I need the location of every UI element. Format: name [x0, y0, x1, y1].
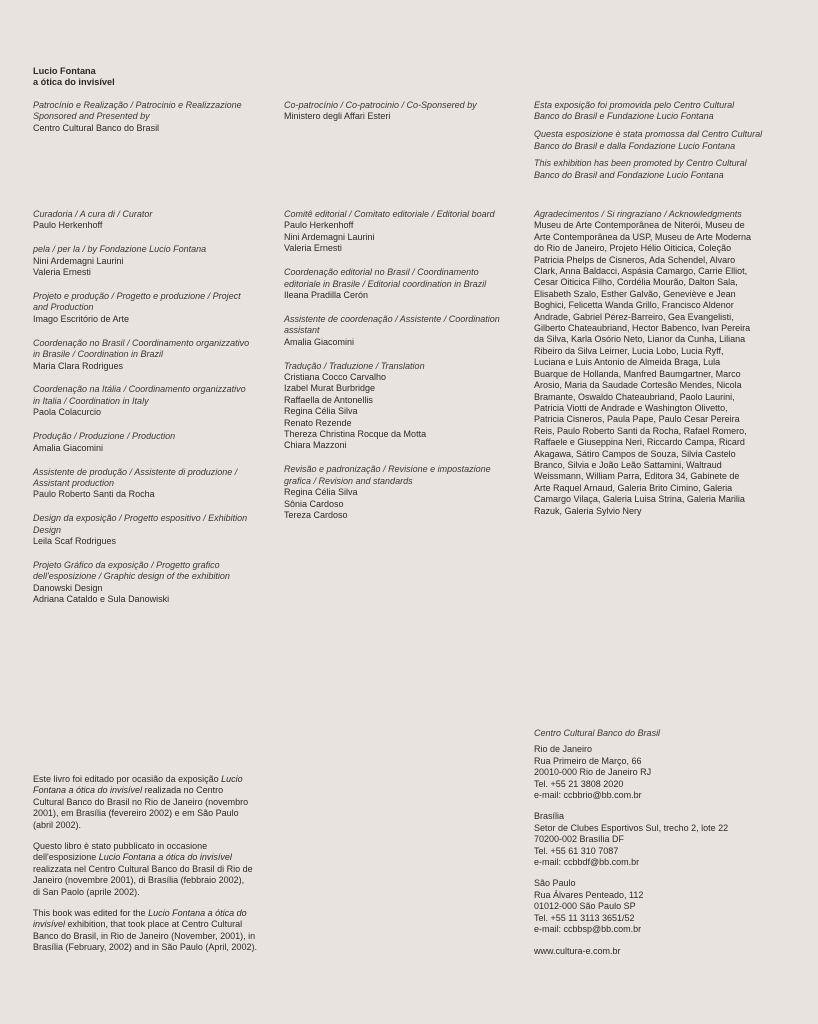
editorial-person-name: Raffaella de Antonellis	[284, 394, 373, 405]
acknowledgment-line: Cesar Oiticica Filho, Cordélia Mourão, Dalton Sala,	[534, 277, 738, 288]
promotion-en-line-2: Banco do Brasil and Fondazione Lucio Fontana	[534, 169, 724, 180]
editorial-section	[284, 209, 520, 255]
credit-section	[33, 467, 268, 501]
credit-section	[33, 244, 268, 278]
promotion-en-line-1: This exhibition has been promoted by Centro Cultural	[534, 158, 747, 169]
credit-role-label: Coordenação no Brasil / Coordinamento organizzativo	[33, 337, 250, 348]
credit-role-label: Design	[33, 524, 62, 535]
ccbb-office	[534, 878, 774, 935]
colophon-line	[33, 908, 268, 919]
colophon-line	[33, 942, 268, 953]
credits-column-1	[33, 209, 268, 618]
acknowledgment-line: Akagawa, Sátiro Campos de Souza, Silvia Castelo	[534, 448, 736, 459]
office-line: 70200-002 Brasília DF	[534, 834, 625, 845]
colophon-line	[33, 887, 268, 898]
colophon-line	[33, 797, 268, 808]
colophon	[33, 774, 268, 964]
office-line: Tel. +55 21 3808 2020	[534, 778, 624, 789]
colophon-title-italic: invisível	[33, 919, 66, 930]
credit-section	[33, 384, 268, 418]
colophon-text: Brasília (February, 2002) and in São Paulo (April, 2002).	[33, 942, 257, 953]
editorial-role-label: grafica / Revision and standards	[284, 475, 413, 486]
colophon-it	[33, 841, 268, 898]
office-line: 01012-000 São Paulo SP	[534, 901, 636, 912]
credit-person-name: Amalia Giacomini	[33, 442, 104, 453]
colophon-text: 2001), em Brasília (fevereiro 2002) e em São Paulo	[33, 808, 239, 819]
colophon-text: Banco do Brasil, in Rio de Janeiro (November, 2001), in	[33, 930, 256, 941]
acknowledgments-label: Agradecimentos / Si ringraziano / Acknowledgments	[534, 209, 742, 219]
credit-role-label: in Italia / Coordination in Italy	[33, 395, 149, 406]
credit-section	[33, 291, 268, 325]
credit-role-label: Coordenação na Itália / Coordinamento organizzativo	[33, 384, 246, 395]
acknowledgment-line: Patricia Phelps de Cisneros, Ada Schendel, Alvaro	[534, 254, 736, 265]
credit-section	[33, 338, 268, 372]
promotion-block	[534, 100, 774, 193]
credit-person-name: Leila Scaf Rodrigues	[33, 536, 117, 547]
credit-person-name: Paulo Herkenhoff	[33, 220, 103, 231]
colophon-pt	[33, 774, 268, 831]
editorial-person-name: Ileana Pradilla Cerón	[284, 289, 369, 300]
credit-role-label: Projeto Gráfico da exposição / Progetto grafico	[33, 559, 220, 570]
promotion-pt	[534, 100, 774, 123]
colophon-text: Cultural Banco do Brasil no Rio de Janeiro (novembro	[33, 796, 249, 807]
colophon-title-italic: Lucio Fontana a ótica do invisível	[98, 852, 232, 863]
editorial-role-label: Revisão e padronização / Revisione e impostazione	[284, 464, 491, 475]
colophon-title-italic: Fontana a ótica do invisível	[33, 785, 143, 796]
promotion-it-line-2: Banco do Brasil e dalla Fondazione Lucio Fontana	[534, 140, 736, 151]
editorial-person-name: Nini Ardemagni Laurini	[284, 231, 375, 242]
credit-section	[33, 513, 268, 547]
ccbb-office	[534, 744, 774, 801]
credit-person-name: Imago Escritório de Arte	[33, 313, 130, 324]
acknowledgment-line: Patricia Viotti de Andrade e Washington Olivetto,	[534, 402, 728, 413]
acknowledgment-line: Camargo Vilaça, Galeria Luisa Strina, Galeria Marilia	[534, 494, 745, 505]
acknowledgment-line: Andrade, Gabriel Pérez-Barreiro, Gea Evangelisti,	[534, 311, 734, 322]
acknowledgment-line: Arosio, Maria da Saudade Cortesão Mendes, Nicola	[534, 380, 742, 391]
colophon-line	[33, 919, 268, 930]
office-city: Rio de Janeiro	[534, 744, 593, 755]
colophon-line	[33, 931, 268, 942]
acknowledgments-text	[534, 220, 774, 517]
colophon-text: Questo libro è stato pubblicato in occasione	[33, 841, 208, 852]
credit-role-label: Projeto e produção / Progetto e produzione / Project	[33, 291, 241, 302]
office-line: Tel. +55 61 310 7087	[534, 845, 619, 856]
website-link[interactable]: www.cultura-e.com.br	[534, 945, 621, 956]
acknowledgment-line: Luciana e Luis Antonio de Almeida Braga, Lula	[534, 357, 721, 368]
office-line: Rua Álvares Penteado, 112	[534, 889, 644, 900]
editorial-role-label: assistant	[284, 325, 320, 336]
promotion-pt-line-1: Esta exposição foi promovida pelo Centro Cultural	[534, 100, 735, 110]
colophon-text: realizada no Centro	[142, 785, 224, 796]
colophon-line	[33, 774, 268, 785]
editorial-person-name: Paulo Herkenhoff	[284, 220, 354, 231]
acknowledgment-line: Gilberto Chateaubriand, Hector Babenco, Ivan Pereira	[534, 323, 751, 334]
promotion-it	[534, 129, 774, 152]
colophon-line	[33, 875, 268, 886]
colophon-line	[33, 852, 268, 863]
office-email[interactable]: e-mail: ccbbdf@bb.com.br	[534, 857, 640, 868]
office-city: Brasília	[534, 811, 565, 822]
credit-person-name: Paulo Roberto Santi da Rocha	[33, 489, 155, 500]
editorial-person-name: Thereza Christina Rocque da Motta	[284, 429, 427, 439]
credit-role-label: Produção / Produzione / Production	[33, 431, 176, 442]
credit-role-label: Curadoria / A cura di / Curator	[33, 209, 153, 219]
editorial-person-name: Sônia Cardoso	[284, 498, 344, 509]
acknowledgment-line: Razuk, Galeria Sylvio Nery	[534, 505, 642, 516]
editorial-person-name: Renato Rezende	[284, 417, 352, 428]
credits-column-2	[284, 209, 520, 534]
ccbb-contacts	[534, 728, 774, 957]
acknowledgment-line: do Rio de Janeiro, Projeto Hélio Oiticica, Coleção	[534, 243, 732, 254]
acknowledgment-line: Ribeiro da Silva Leirner, Lucia Lobo, Lucia Ryff,	[534, 345, 724, 356]
credit-role-label: Design da exposição / Progetto espositivo / Exhibition	[33, 513, 248, 524]
credit-person-name: Valeria Ernesti	[33, 267, 91, 278]
colophon-en	[33, 908, 268, 954]
acknowledgment-line: Reis, Paulo Roberto Santi da Rocha, Rafael Romero,	[534, 425, 747, 436]
colophon-line	[33, 864, 268, 875]
credit-role-label: dell'esposizione / Graphic design of the exhibition	[33, 571, 230, 582]
office-line: 20010-000 Rio de Janeiro RJ	[534, 767, 652, 778]
editorial-section	[284, 267, 520, 301]
editorial-role-label: editoriale in Brasile / Editorial coordination in Brazil	[284, 278, 487, 289]
colophon-text: This book was edited for the	[33, 908, 149, 919]
office-email[interactable]: e-mail: ccbbsp@bb.com.br	[534, 924, 642, 935]
editorial-person-name: Tereza Cardoso	[284, 509, 348, 520]
colophon-text: di San Paolo (aprile 2002).	[33, 886, 140, 897]
editorial-role-label: Coordenação editorial no Brasil / Coordinamento	[284, 267, 479, 278]
colophon-title-italic: Lucio	[221, 774, 243, 784]
promotion-en	[534, 158, 774, 181]
editorial-role-label: Assistente de coordenação / Assistente / Coordination	[284, 313, 500, 324]
acknowledgment-line: Branco, Silvia e João Leão Sattamini, Waltraud	[534, 459, 722, 470]
editorial-person-name: Valeria Ernesti	[284, 243, 342, 254]
co-sponsor-block	[284, 100, 520, 123]
editorial-person-name: Regina Célia Silva	[284, 406, 358, 417]
credit-section	[33, 431, 268, 454]
editorial-person-name: Amalia Giacomini	[284, 336, 355, 347]
acknowledgment-line: Arte Contemporânea da USP, Museu de Arte Moderna	[534, 231, 751, 242]
co-sponsor-name: Ministero degli Affari Esteri	[284, 111, 391, 122]
office-line: Setor de Clubes Esportivos Sul, trecho 2, lote 22	[534, 822, 729, 833]
colophon-text: realizzata nel Centro Cultural Banco do Brasil di Rio de	[33, 863, 253, 874]
colophon-line	[33, 841, 268, 852]
title-line-2: a ótica do invisível	[33, 77, 115, 88]
editorial-section	[284, 361, 520, 452]
editorial-role-label: Comitê editorial / Comitato editoriale / Editorial board	[284, 209, 495, 219]
sponsor-label-line-2: Sponsored and Presented by	[33, 111, 150, 122]
editorial-section	[284, 314, 520, 348]
credit-person-name: Nini Ardemagni Laurini	[33, 255, 124, 266]
sponsor-name: Centro Cultural Banco do Brasil	[33, 122, 160, 133]
credit-person-name: Paola Colacurcio	[33, 407, 102, 418]
colophon-text: dell'esposizione	[33, 852, 99, 863]
credit-person-name: Adriana Cataldo e Sula Danowiski	[33, 594, 170, 605]
ccbb-label: Centro Cultural Banco do Brasil	[534, 728, 661, 738]
editorial-role-label: Tradução / Traduzione / Translation	[284, 360, 425, 371]
editorial-person-name: Regina Célia Silva	[284, 487, 358, 498]
credit-section	[33, 209, 268, 232]
book-title	[33, 66, 115, 89]
acknowledgment-line: Bramante, Oswaldo Chateaubriand, Paolo Laurini,	[534, 391, 735, 402]
colophon-text: (abril 2002).	[33, 819, 82, 830]
credit-section	[33, 560, 268, 606]
sponsor-block	[33, 100, 268, 134]
acknowledgment-line: Elisabeth Szalo, Esther Galvão, Geneviève e Jean	[534, 288, 736, 299]
office-email[interactable]: e-mail: ccbbrio@bb.com.br	[534, 790, 642, 801]
co-sponsor-label: Co-patrocínio / Co-patrocinio / Co-Sponsered by	[284, 100, 477, 110]
credit-role-label: Assistant production	[33, 477, 115, 488]
credit-person-name: Maria Clara Rodrigues	[33, 360, 124, 371]
ccbb-offices	[534, 744, 774, 935]
promotion-pt-line-2: Banco do Brasil e Fundazione Lucio Fontana	[534, 111, 714, 122]
sponsor-label-line-1: Patrocínio e Realização / Patrocinio e Realizzazione	[33, 100, 242, 110]
office-city: São Paulo	[534, 878, 576, 889]
acknowledgment-line: Buarque de Hollanda, Manfred Baumgartner, Marco	[534, 368, 741, 379]
promotion-it-line-1: Questa esposizione è stata promossa dal Centro Cultural	[534, 129, 763, 140]
colophon-text: Janeiro (novembre 2001), di Brasília (febbraio 2002),	[33, 875, 245, 886]
colophon-text: Este livro foi editado por ocasião da exposição	[33, 774, 222, 784]
ccbb-office	[534, 811, 774, 868]
acknowledgment-line: Arte Raquel Arnaud, Galeria Brito Cimino, Galeria	[534, 482, 733, 493]
acknowledgments-block	[534, 209, 774, 517]
acknowledgment-line: Clark, Anna Baldacci, Aspásia Camargo, Carrie Elliot,	[534, 266, 748, 277]
colophon-line	[33, 785, 268, 796]
acknowledgment-line: Boghici, Felicetta Wanda Grillo, Francisco Aldenor	[534, 300, 734, 311]
office-line: Rua Primeiro de Março, 66	[534, 755, 642, 766]
credit-role-label: Assistente de produção / Assistente di produzione /	[33, 466, 238, 477]
colophon-line	[33, 820, 268, 831]
acknowledgment-line: Raffaele e Giuseppina Neri, Riccardo Campa, Ricard	[534, 437, 745, 448]
title-line-1: Lucio Fontana	[33, 66, 96, 76]
editorial-section	[284, 464, 520, 521]
credit-role-label: in Brasile / Coordination in Brazil	[33, 349, 164, 360]
acknowledgment-line: Weissmann, William Parra, Editora 34, Gabinete de	[534, 471, 740, 482]
credit-person-name: Danowski Design	[33, 582, 103, 593]
acknowledgment-line: Patricia Cisneros, Paula Pape, Paulo Cesar Pereira	[534, 414, 740, 425]
acknowledgment-line: da Silva, Karla Osório Neto, Lianor da Cunha, Liliana	[534, 334, 746, 345]
credit-role-label: and Production	[33, 302, 94, 313]
editorial-person-name: Cristiana Cocco Carvalho	[284, 371, 387, 382]
editorial-person-name: Izabel Murat Burbridge	[284, 383, 376, 394]
office-line: Tel. +55 11 3113 3651/52	[534, 912, 635, 923]
acknowledgment-line: Museu de Arte Contemporânea de Niterói, Museu de	[534, 220, 745, 231]
colophon-line	[33, 808, 268, 819]
colophon-text: exhibition, that took place at Centro Cultural	[65, 919, 243, 930]
colophon-title-italic: Lucio Fontana a ótica do	[148, 908, 247, 919]
credit-role-label: pela / per la / by Fondazione Lucio Fontana	[33, 244, 207, 255]
editorial-person-name: Chiara Mazzoni	[284, 440, 347, 451]
